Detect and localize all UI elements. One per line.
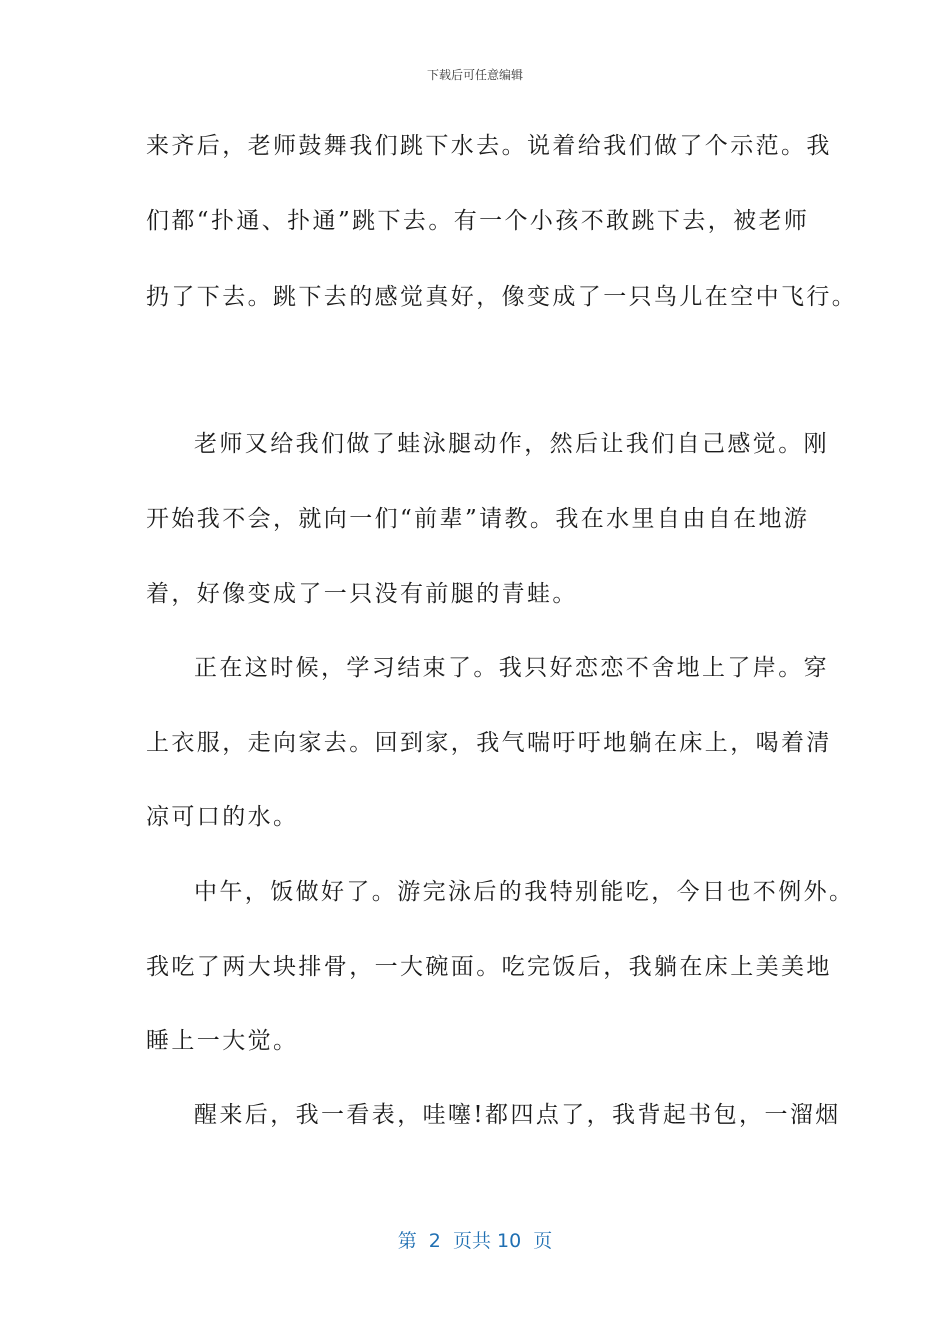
page-header: 下载后可任意编辑 <box>426 68 523 82</box>
text-line: 睡上一大觉。 <box>146 1028 299 1054</box>
text-line: 我吃了两大块排骨，一大碗面。吃完饭后，我躺在床上美美地 <box>146 954 832 980</box>
text-line: 中午，饭做好了。游完泳后的我特别能吃，今日也不例外。 <box>194 879 855 905</box>
text-line: 醒来后，我一看表，哇噻!都四点了，我背起书包，一溜烟 <box>194 1102 841 1128</box>
text-line: 开始我不会，就向一们“前辈”请教。我在水里自由自在地游 <box>146 506 810 532</box>
text-line: 扔了下去。跳下去的感觉真好，像变成了一只鸟儿在空中飞行。 <box>146 284 858 310</box>
text-line: 凉可口的水。 <box>146 804 299 830</box>
page-number: 第 2 页共 10 页 <box>397 1230 553 1252</box>
text-line: 来齐后，老师鼓舞我们跳下水去。说着给我们做了个示范。我 <box>146 133 832 159</box>
text-line: 上衣服，走向家去。回到家，我气喘吁吁地躺在床上，喝着清 <box>146 730 832 756</box>
text-line: 们都“扑通、扑通”跳下去。有一个小孩不敢跳下去，被老师 <box>146 208 810 234</box>
text-line: 老师又给我们做了蛙泳腿动作，然后让我们自己感觉。刚 <box>194 431 829 457</box>
text-line: 正在这时候，学习结束了。我只好恋恋不舍地上了岸。穿 <box>194 655 829 681</box>
text-line: 着，好像变成了一只没有前腿的青蛙。 <box>146 581 578 607</box>
